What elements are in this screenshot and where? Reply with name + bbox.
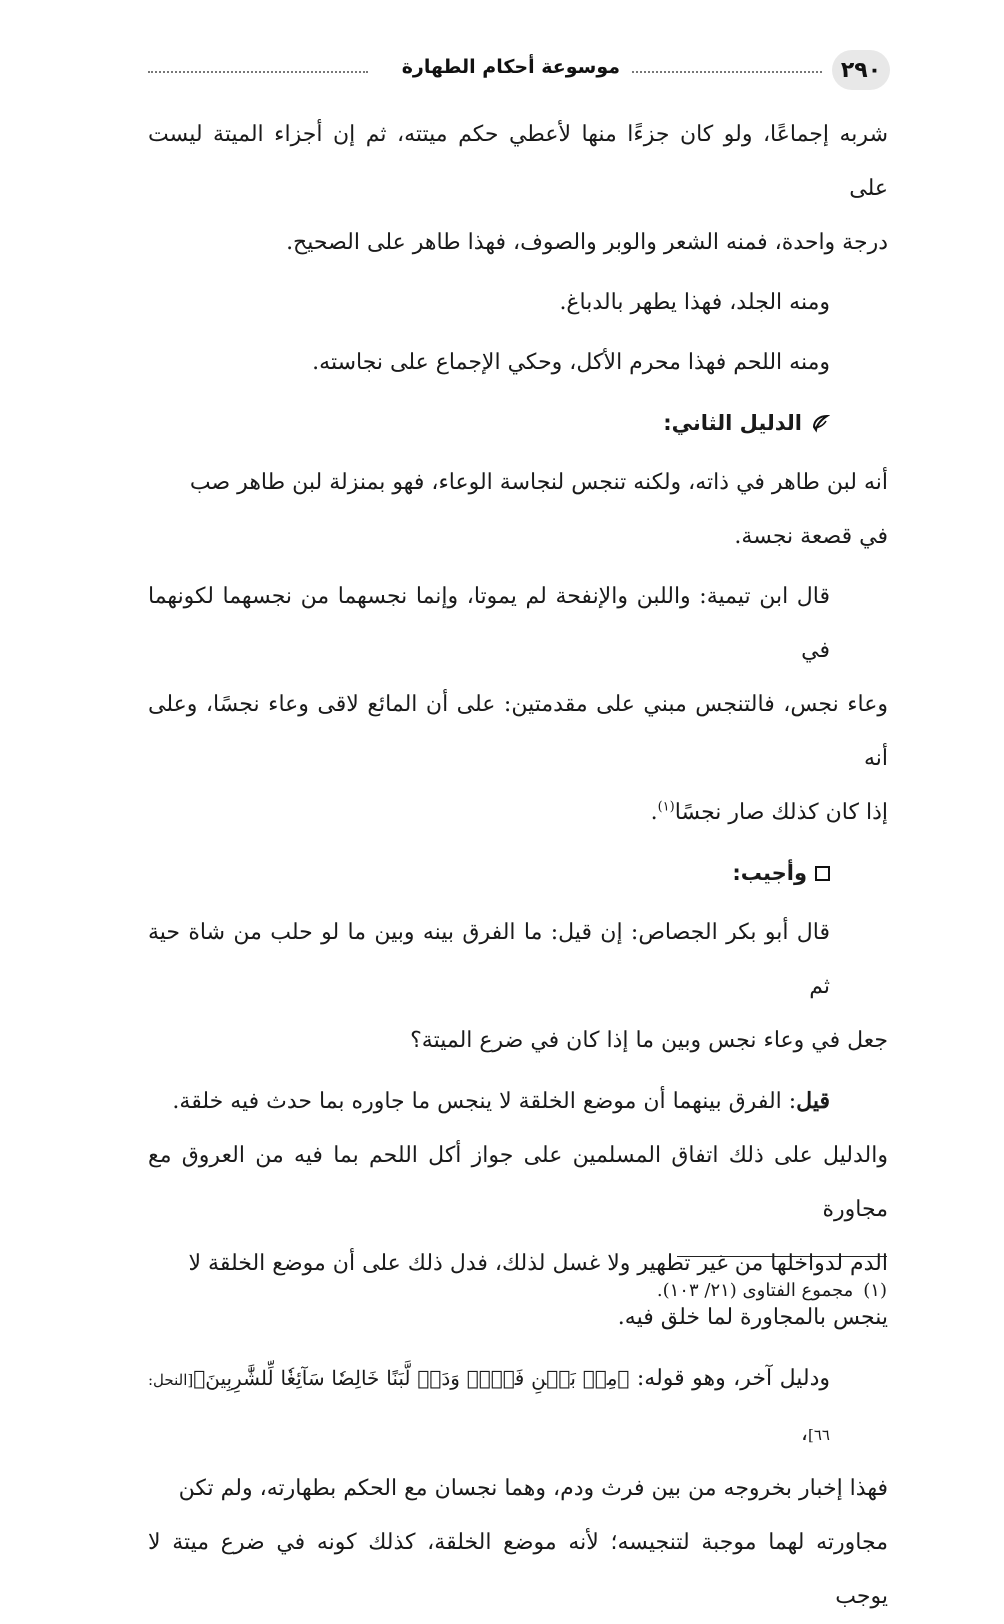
page-header: [148, 50, 890, 90]
paragraph-line: جعل في وعاء نجس وبين ما إذا كان في ضرع الميتة؟: [410, 1028, 888, 1053]
paragraph-line: [148, 1074, 888, 1129]
section-heading-second-evidence: [148, 396, 888, 450]
line-text: : الفرق بينهما أن موضع الخلقة لا ينجس ما جاوره بما حدث فيه خلقة.: [172, 1089, 797, 1114]
paragraph: ومنه اللحم فهذا محرم الأكل، وحكي الإجماع على نجاسته.: [312, 350, 830, 375]
header-dotted-rule-right: [632, 71, 822, 73]
heading-text: وأجيب:: [732, 861, 807, 885]
paragraph-line: [148, 786, 888, 840]
lead-word: قيل: [796, 1088, 830, 1114]
square-icon: [815, 866, 830, 881]
footnote-text: مجموع الفتاوى (٢١/ ١٠٣).: [656, 1280, 854, 1301]
footnote: [287, 1276, 887, 1306]
paragraph-line: شربه إجماعًا، ولو كان جزءًا منها لأعطي حكم ميتته، ثم إن أجزاء الميتة ليست على: [148, 122, 888, 201]
paragraph-line: مجاورته لهما موجبة لتنجيسه؛ لأنه موضع الخلقة، كذلك كونه في ضرع ميتة لا يوجب: [148, 1530, 888, 1609]
comma: ،: [800, 1421, 809, 1446]
verse-reference: [النحل: ٦٦]: [148, 1371, 830, 1444]
quote-end-text: إذا كان كذلك صار نجسًا: [674, 800, 888, 825]
header-dotted-rule-left: [148, 71, 368, 73]
line-text: ودليل آخر، وهو قوله:: [629, 1366, 830, 1391]
paragraph-line: قال أبو بكر الجصاص: إن قيل: ما الفرق بينه وبين ما لو حلب من شاة حية ثم: [148, 920, 830, 999]
paragraph-line: [148, 1351, 888, 1462]
footnote-ref[interactable]: (١): [657, 799, 675, 815]
paragraph-line: والدليل على ذلك اتفاق المسلمين على جواز أكل اللحم بما فيه من العروق مع مجاورة: [148, 1143, 888, 1222]
page-number: ٢٩٠: [840, 57, 882, 83]
leaf-icon: [810, 413, 830, 433]
heading-text: الدليل الثاني:: [663, 411, 802, 435]
paragraph-line: قال ابن تيمية: واللبن والإنفحة لم يموتا، وإنما نجسهما من نجسهما لكونهما في: [148, 584, 830, 663]
period: .: [650, 800, 658, 825]
paragraph-line: فهذا إخبار بخروجه من بين فرث ودم، وهما نجسان مع الحكم بطهارته، ولم تكن: [178, 1476, 888, 1501]
paragraph-line: وعاء نجس، فالتنجس مبني على مقدمتين: على أن المائع لاقى وعاء نجسًا، وعلى أنه: [148, 692, 888, 771]
page-body: [148, 108, 888, 1624]
section-heading-answer: [148, 846, 888, 900]
page-number-badge: [832, 50, 890, 90]
paragraph-line: درجة واحدة، فمنه الشعر والوبر والصوف، فهذا طاهر على الصحيح.: [286, 230, 888, 255]
quran-verse: ﴿مِنۢ بَيۡنِ فَرۡثٖ وَدَمٖ لَّبَنًا خَالِصٗا سَآئِغٗا لِّلشَّٰرِبِينَ﴾: [193, 1366, 630, 1390]
paragraph: ومنه الجلد، فهذا يطهر بالدباغ.: [559, 290, 830, 315]
paragraph-line: الدم لدواخلها من غير تطهير ولا غسل لذلك، فدل ذلك على أن موضع الخلقة لا: [188, 1251, 888, 1276]
paragraph-line: أنه لبن طاهر في ذاته، ولكنه تنجس لنجاسة الوعاء، فهو بمنزلة لبن طاهر صب: [189, 470, 888, 495]
paragraph-line: ينجس بالمجاورة لما خلق فيه.: [617, 1305, 888, 1330]
paragraph-line: في قصعة نجسة.: [734, 524, 888, 549]
footnote-separator: [677, 1256, 887, 1257]
footnote-number: (١): [863, 1280, 887, 1301]
running-title: موسوعة أحكام الطهارة: [401, 56, 620, 78]
